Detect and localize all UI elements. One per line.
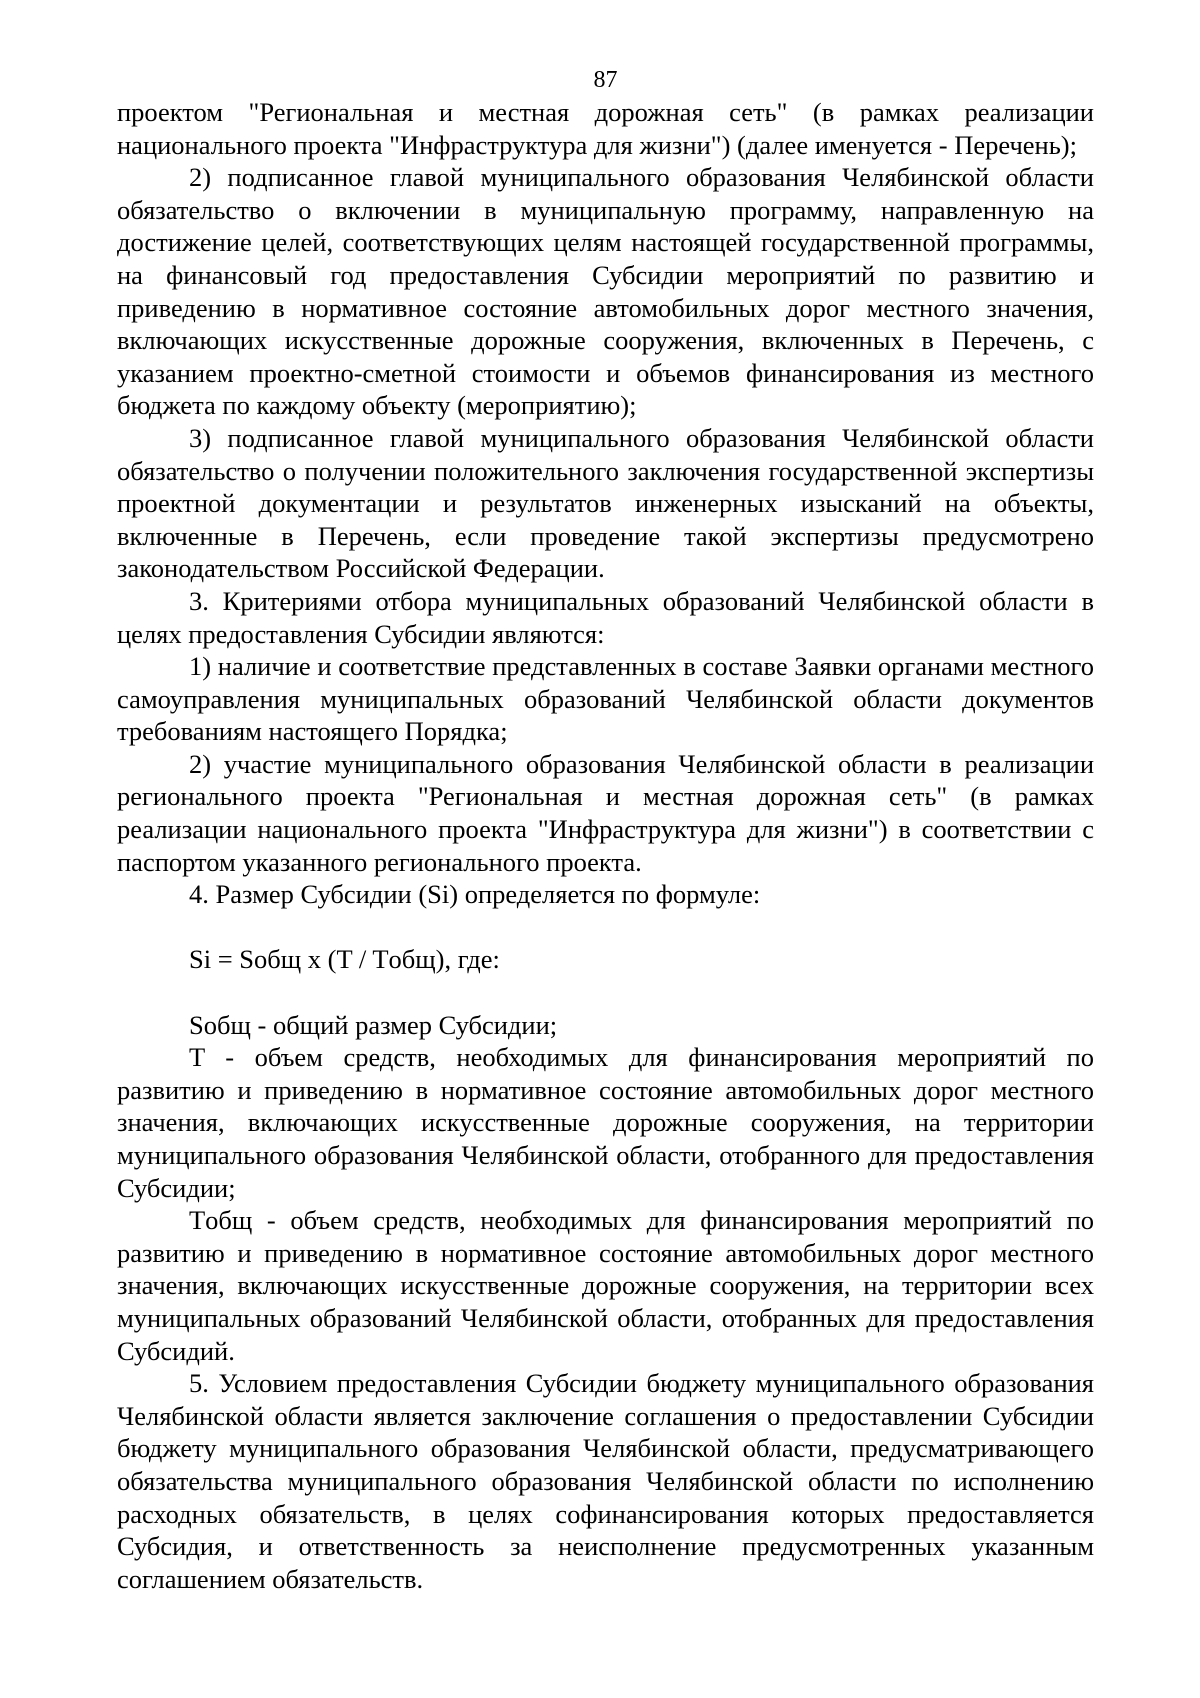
paragraph-item-2-obligation-program: 2) подписанное главой муниципального образования Челябинской области обязательство о включении в муниципальную программу, направленную на достижение целей, соответствующих целям настоящей государственной программы, на финансовый год предоставления Субсидии мероприятий по развитию и приведению в нормативное состояние автомобильных дорог местного значения, включающих искусственные дорожные сооружения, включенных в Перечень, с указанием проектно-сметной стоимости и объемов финансирования из местного бюджета по каждому объекту (мероприятию); [117, 162, 1094, 421]
paragraph-section-3-criteria: 3. Критериями отбора муниципальных образований Челябинской области в целях предоставления Субсидии являются: [117, 585, 1094, 649]
subsidy-formula: Si = Sобщ x (T / Tобщ), где: [189, 944, 500, 975]
paragraph-criteria-item-1: 1) наличие и соответствие представленных в составе Заявки органами местного самоуправления муниципальных образований Челябинской области документов требованиям настоящего Порядка; [117, 651, 1094, 747]
document-page [117, 64, 1094, 1595]
paragraph-criteria-item-2: 2) участие муниципального образования Челябинской области в реализации регионального проекта "Региональная и местная дорожная сеть" (в рамках реализации национального проекта "Инфраструктура для жизни") в соответствии с паспортом указанного регионального проекта. [117, 748, 1094, 877]
paragraph-perechen-continuation: проектом "Региональная и местная дорожная сеть" (в рамках реализации национального проекта "Инфраструктура для жизни") (далее именуется - Перечень); [117, 97, 1094, 160]
paragraph-definition-t: T - объем средств, необходимых для финансирования мероприятий по развитию и приведению в нормативное состояние автомобильных дорог местного значения, включающих искусственные дорожные сооружения, на территории муниципального образования Челябинской области, отобранного для предоставления Субсидии; [117, 1042, 1094, 1203]
page-number: 87 [593, 67, 618, 93]
paragraph-definition-sobsch: Sобщ - общий размер Субсидии; [189, 1009, 558, 1040]
paragraph-definition-tobsch: Tобщ - объем средств, необходимых для финансирования мероприятий по развитию и приведению в нормативное состояние автомобильных дорог местного значения, включающих искусственные дорожные сооружения, на территории всех муниципальных образований Челябинской области, отобранных для предоставления Субсидий. [117, 1205, 1094, 1366]
paragraph-section-5-condition: 5. Условием предоставления Субсидии бюджету муниципального образования Челябинской области является заключение соглашения о предоставлении Субсидии бюджету муниципального образования Челябинской области, предусматривающего обязательства муниципального образования Челябинской области по исполнению расходных обязательств, в целях софинансирования которых предоставляется Субсидия, и ответственность за неисполнение предусмотренных указанным соглашением обязательств. [117, 1368, 1094, 1594]
paragraph-section-4-subsidy-size: 4. Размер Субсидии (Si) определяется по формуле: [189, 879, 761, 910]
paragraph-item-3-obligation-expertise: 3) подписанное главой муниципального образования Челябинской области обязательство о получении положительного заключения государственной экспертизы проектной документации и результатов инженерных изысканий на объекты, включенные в Перечень, если проведение такой экспертизы предусмотрено законодательством Российской Федерации. [117, 422, 1094, 584]
